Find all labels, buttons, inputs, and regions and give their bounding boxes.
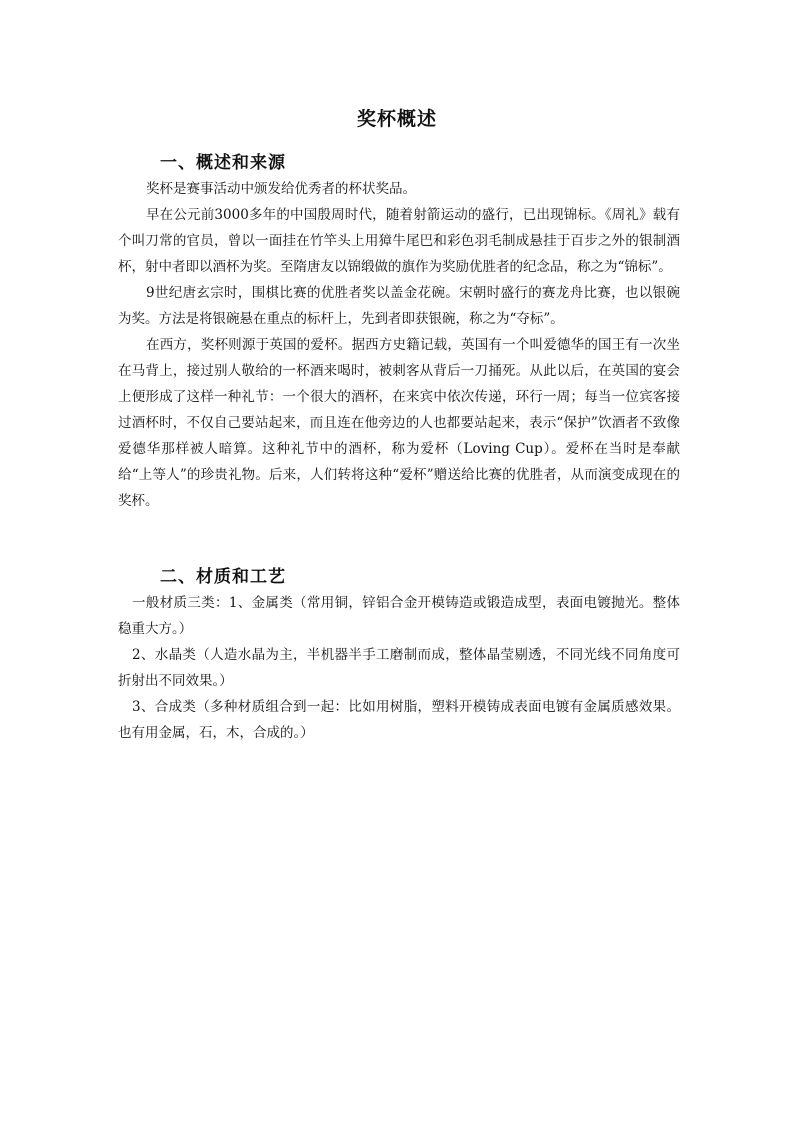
paragraph-material-metal: 一般材质三类：1、金属类（常用铜，锌铝合金开模铸造或锻造成型，表面电镀抛光。整体稳重大方。） (118, 595, 680, 637)
paragraph-material-composite: 3、合成类（多种材质组合到一起：比如用树脂，塑料开模铸成表面电镀有金属质感效果。也有用金属，石，木，合成的。） (118, 699, 680, 741)
paragraph-material-crystal: 2、水晶类（人造水晶为主，半机器半手工磨制而成，整体晶莹剔透，不同光线不同角度可折射出不同效果。） (118, 647, 680, 689)
section-body-overview (118, 176, 680, 514)
paragraph-west-loving-cup: 在西方，奖杯则源于英国的爱杯。据西方史籍记载，英国有一个叫爱德华的国王有一次坐在马背上，接过别人敬给的一杯酒来喝时，被刺客从背后一刀捅死。从此以后，在英国的宴会上便形成了这样一种礼节：一个很大的酒杯，在来宾中依次传递，环行一周；每当一位宾客接过酒杯时，不仅自己要站起来，而且连在他旁边的人也都要站起来，表示“保护”饮酒者不致像爱德华那样被人暗算。这种礼节中的酒杯，称为爱杯（Loving Cup）。爱杯在当时是奉献给“上等人”的珍贵礼物。后来，人们转将这种“爱杯”赠送给比赛的优胜者，从而演变成现在的奖杯。 (118, 337, 680, 509)
section-heading-materials: 二、材质和工艺 (160, 567, 286, 587)
paragraph-tang-song: 9世纪唐玄宗时，围棋比赛的优胜者奖以盖金花碗。宋朝时盛行的赛龙舟比赛，也以银碗为奖。方法是将银碗悬在重点的标杆上，先到者即获银碗，称之为“夺标”。 (118, 285, 680, 327)
section-body-materials (118, 590, 680, 746)
paragraph-definition: 奖杯是赛事活动中颁发给优秀者的杯状奖品。 (146, 181, 416, 197)
section-heading-overview: 一、概述和来源 (160, 153, 286, 173)
document-title: 奖杯概述 (356, 108, 437, 130)
paragraph-ancient-china: 早在公元前3000多年的中国殷周时代，随着射箭运动的盛行，已出现锦标。《周礼》载有个叫刀常的官员，曾以一面挂在竹竿头上用獐牛尾巴和彩色羽毛制成悬挂于百步之外的银制酒杯，射中者即以酒杯为奖。至隋唐友以锦缎做的旗作为奖励优胜者的纪念品，称之为“锦标”。 (118, 207, 680, 275)
